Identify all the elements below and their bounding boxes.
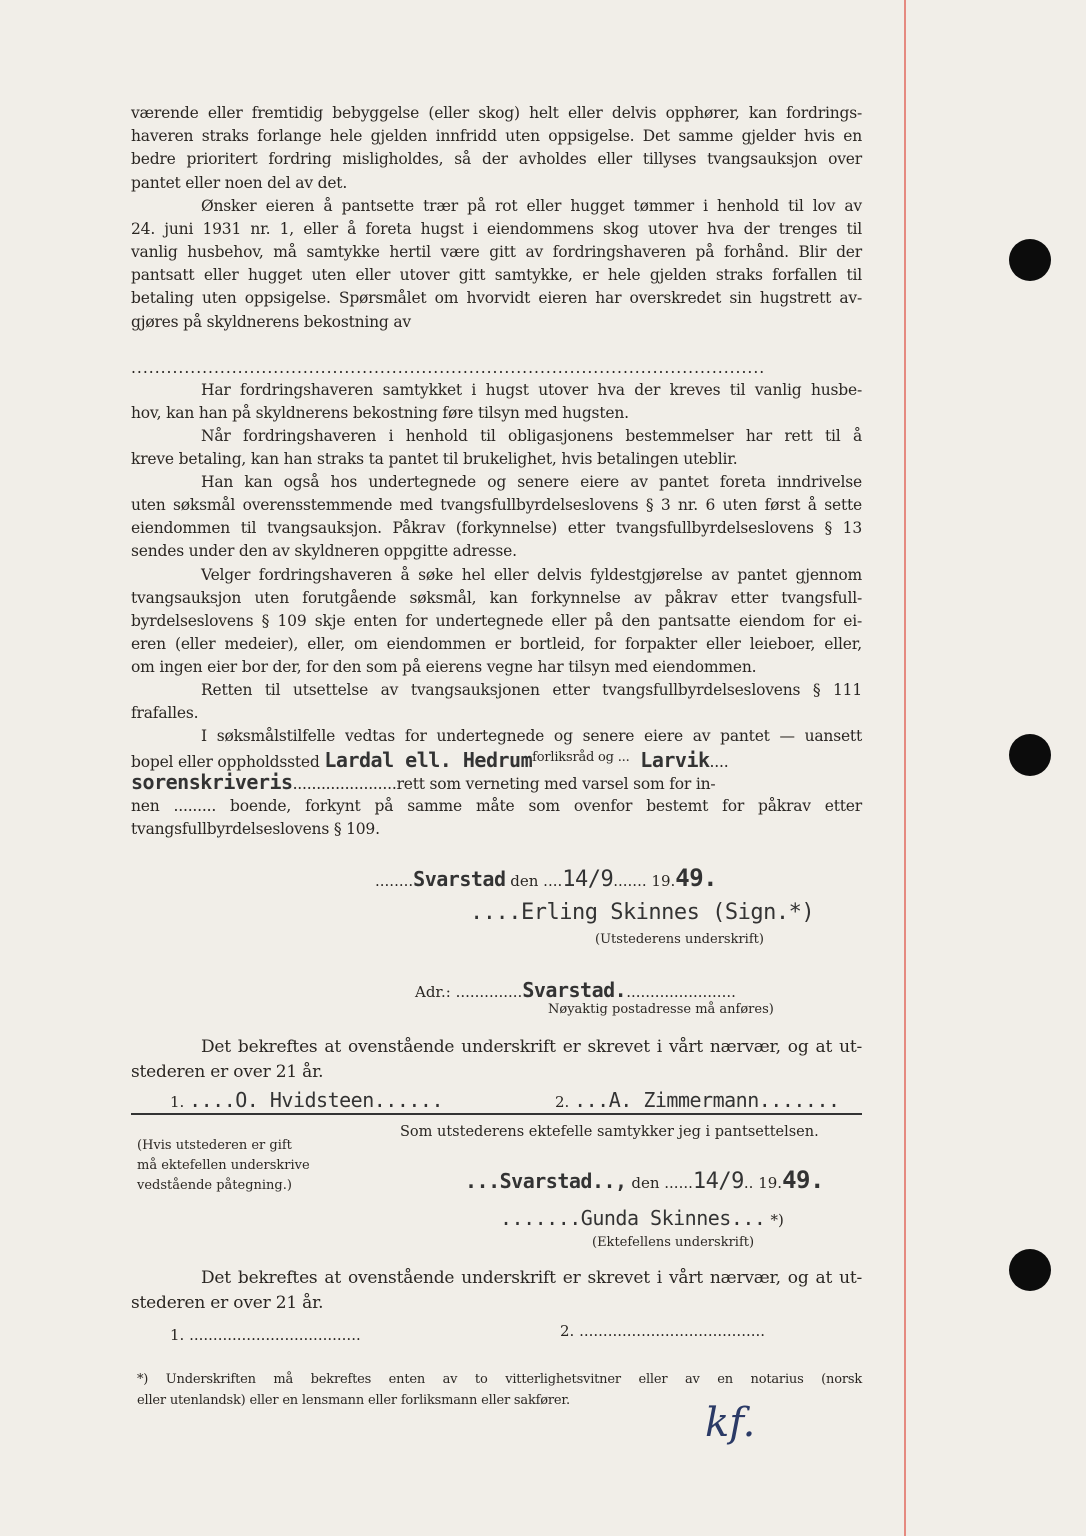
text-line: vanlig husbehov, må samtykke hertil være gitt av fordringshaveren på forhånd. Blir der xyxy=(131,243,862,261)
text-line: hov, kan han på skyldnerens bekostning føre tilsyn med hugsten. xyxy=(131,404,629,422)
typed-year: 49. xyxy=(782,1166,824,1194)
label: 1. xyxy=(170,1093,185,1111)
dots: ....................... xyxy=(626,983,736,1001)
witness-2-name: ...A. Zimmermann....... xyxy=(574,1088,840,1112)
text-line: stederen er over 21 år. xyxy=(131,1062,324,1082)
text-line: betaling uten oppsigelse. Spørsmålet om hvorvidt eieren har overskredet sin hugstrett av- xyxy=(131,289,862,307)
text-line: værende eller fremtidig bebyggelse (eller skog) helt eller delvis opphører, kan fordrings- xyxy=(131,104,862,122)
text-line: frafalles. xyxy=(131,704,199,722)
signature-caption: (Utstederens underskrift) xyxy=(595,932,764,947)
text-fragment: forliksråd og ... xyxy=(532,750,630,765)
text-line: byrdelseslovens § 109 skje enten for undertegnede eller på den pantsatte eiendom for ei- xyxy=(131,612,862,630)
footnote-line: eller utenlandsk) eller en lensmann eller forliksmann eller sakfører. xyxy=(137,1393,570,1408)
dots: .............. xyxy=(455,983,523,1001)
witness-2 xyxy=(555,1088,840,1112)
typed-date: 14/9 xyxy=(562,867,614,892)
issuer-signature: ....Erling Skinnes (Sign.*) xyxy=(470,900,815,925)
typed-district: Larvik xyxy=(640,748,710,773)
spouse-place-date xyxy=(465,1166,824,1194)
divider xyxy=(131,1113,862,1115)
text-line: Det bekreftes at ovenstående underskrift er skrevet i vårt nærvær, og at ut- xyxy=(201,1037,862,1057)
text-line: haveren straks forlange hele gjelden innfridd uten oppsigelse. Det samme gjelder hvis en xyxy=(131,127,862,145)
text-line: Han kan også hos undertegnede og senere eiere av pantet foreta inndrivelse xyxy=(201,473,862,491)
punch-hole xyxy=(1009,1249,1051,1291)
address-line xyxy=(415,978,736,1002)
spouse-consent: Som utstederens ektefelle samtykker jeg i pantsettelsen. xyxy=(400,1124,819,1140)
text-fragment: 19. xyxy=(758,1174,783,1192)
text-fragment: .... xyxy=(709,753,729,772)
text-line: sendes under den av skyldneren oppgitte adresse. xyxy=(131,542,517,560)
footnote-line: *) Underskriften må bekreftes enten av to vitterlighetsvitner eller av en notarius (norsk xyxy=(137,1372,862,1387)
typed-place: ...Svarstad.., xyxy=(465,1169,627,1193)
margin-line xyxy=(904,0,906,1536)
typed-court: Lardal ell. Hedrum xyxy=(324,748,533,773)
typed-address: Svarstad. xyxy=(522,978,627,1002)
text-fragment: den .... xyxy=(510,872,563,890)
text-line: eiendommen til tvangsauksjon. Påkrav (forkynnelse) etter tvangsfullbyrdelseslovens § 13 xyxy=(131,519,862,537)
text-line: eren (eller medeier), eller, om eiendommen er bortleid, for forpakter eller leieboer, eller, xyxy=(131,635,862,653)
text-line: tvangsauksjon uten forutgående søksmål, kan forkynnelse av påkrav etter tvangsfull- xyxy=(131,589,862,607)
typed-court-type: sorenskriveris xyxy=(131,770,293,794)
side-note xyxy=(137,1136,310,1196)
text-line: Når fordringshaveren i henhold til obligasjonens bestemmelser har rett til å xyxy=(201,427,862,445)
punch-hole xyxy=(1009,239,1051,281)
text-fragment: bopel eller oppholdssted xyxy=(131,753,320,772)
witness-1 xyxy=(170,1088,443,1112)
text-line: kreve betaling, kan han straks ta pantet til brukelighet, hvis betalingen uteblir. xyxy=(131,450,738,468)
spouse-signature xyxy=(500,1206,784,1230)
witness-1-blank: 1. .................................... xyxy=(170,1326,361,1344)
dots: ....... xyxy=(613,872,647,890)
text-line: Ønsker eieren å pantsette trær på rot eller hugget tømmer i henhold til lov av xyxy=(201,197,862,215)
typed-place: Svarstad xyxy=(413,867,506,891)
text-line: Velger fordringshaveren å søke hel eller delvis fyldestgjørelse av pantet gjennom xyxy=(201,566,862,584)
venue-line xyxy=(131,748,862,772)
text-line: stederen er over 21 år. xyxy=(131,1293,324,1313)
punch-hole xyxy=(1009,734,1051,776)
text-line: uten søksmål overensstemmende med tvangsfullbyrdelseslovens § 3 nr. 6 uten først å sette xyxy=(131,496,862,514)
text-line: (Hvis utstederen er gift xyxy=(137,1138,292,1153)
text-fragment: 19. xyxy=(651,872,676,890)
text-line: 24. juni 1931 nr. 1, eller å foreta hugst i eiendommens skog utover hva der trenges til xyxy=(131,220,862,238)
handwritten-initials: kf. xyxy=(705,1400,756,1446)
witness-2-blank: 2. ....................................... xyxy=(560,1322,766,1340)
dots: .. xyxy=(743,1174,754,1192)
spouse-name: .......Gunda Skinnes... xyxy=(500,1206,766,1230)
address-caption: Nøyaktig postadresse må anføres) xyxy=(548,1002,774,1017)
text-line: tvangsfullbyrdelseslovens § 109. xyxy=(131,820,380,838)
text-line: Har fordringshaveren samtykket i hugst utover hva der kreves til vanlig husbe- xyxy=(201,381,862,399)
label: Adr.: xyxy=(415,983,451,1001)
venue-line xyxy=(131,772,862,794)
text-line: bedre prioritert fordring misligholdes, så der avholdes eller tillyses tvangsauksjon over xyxy=(131,150,862,168)
text-fragment: den ...... xyxy=(631,1174,693,1192)
text-fragment: ......................rett som verneting med varsel som for in- xyxy=(292,775,716,793)
label: 2. xyxy=(555,1093,570,1111)
text-line: pantet eller noen del av det. xyxy=(131,174,348,192)
text-line: nen ......... boende, forkynt på samme måte som ovenfor bestemt for påkrav etter xyxy=(131,797,862,815)
text-line: I søksmålstilfelle vedtas for undertegnede og senere eiere av pantet — uansett xyxy=(201,727,862,745)
typed-date: 14/9 xyxy=(692,1169,744,1194)
text-line: om ingen eier bor der, for den som på eierens vegne har tilsyn med eiendommen. xyxy=(131,658,757,676)
text-line: pantsatt eller hugget uten eller utover gitt samtykke, er hele gjelden straks forfallen til xyxy=(131,266,862,284)
spouse-caption: (Ektefellens underskrift) xyxy=(592,1235,755,1250)
text-line: vedstående påtegning.) xyxy=(137,1178,292,1193)
typed-year: 49. xyxy=(675,864,718,892)
text-line: må ektefellen underskrive xyxy=(137,1158,310,1173)
witness-1-name: ....O. Hvidsteen...... xyxy=(189,1088,443,1112)
text-line: Retten til utsettelse av tvangsauksjonen etter tvangsfullbyrdelseslovens § 111 xyxy=(201,681,862,699)
footnote-marker: *) xyxy=(770,1211,784,1229)
text-line: Det bekreftes at ovenstående underskrift er skrevet i vårt nærvær, og at ut- xyxy=(201,1268,862,1288)
fill-in-dotted-line: ........................................................................................................... xyxy=(131,359,766,377)
text-line: gjøres på skyldnerens bekostning av xyxy=(131,313,411,331)
place-date-line xyxy=(375,864,717,892)
dots: ........ xyxy=(375,872,414,890)
